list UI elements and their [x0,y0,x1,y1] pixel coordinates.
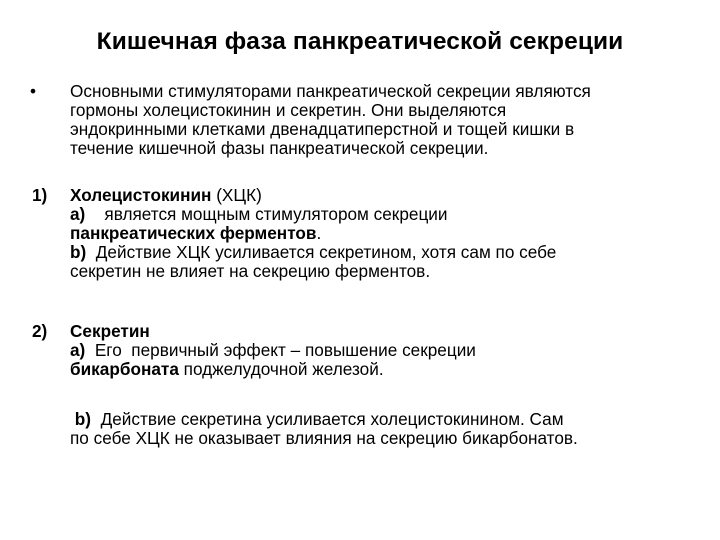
item-2-b-text: Действие секретина усиливается холецистокинином. Сам [91,409,564,429]
item-1-heading [70,186,710,205]
item-1-a-end: . [316,223,322,243]
item-2-heading [70,322,710,341]
item-2-a-end: поджелудочной железой. [178,359,384,379]
item-1-abbr: (ХЦК) [211,185,262,205]
item-1-b-text: Действие ХЦК усиливается секретином, хотя сам по себе [86,242,557,262]
item-1-b-label: b) [70,242,87,262]
item-1-a-bold: панкреатических ферментов [70,223,317,243]
item-2-name: Секретин [70,321,150,341]
item-2-b-label: b) [74,409,92,429]
item-2-number: 2) [32,321,48,341]
item-1-block [70,186,710,281]
item-2-a-label: a) [70,340,86,360]
item-1-name: Холецистокинин [70,185,212,205]
bullet-paragraph [70,82,700,158]
item-2-b-line-1 [70,410,710,429]
item-1-a-line-1 [70,205,710,224]
item-2-a-line-2 [70,360,710,379]
bullet-line-3: эндокринными клетками двенадцатиперстной и тощей кишки в [70,119,575,139]
item-2-block [70,322,710,379]
item-2-a-bold: бикарбоната [70,359,179,379]
item-1-a-label: a) [70,204,86,224]
item-1-a-text: является мощным стимулятором секреции [85,204,448,224]
item-2-b-block [70,410,710,448]
item-1-number: 1) [32,185,48,205]
item-2-a-line-1 [70,341,710,360]
bullet-line-2: гормоны холецистокинин и секретин. Они выделяются [70,100,507,120]
slide-title: Кишечная фаза панкреатической секреции [96,28,624,55]
item-2-b-line-2: по себе ХЦК не оказывает влияния на секрецию бикарбонатов. [70,428,578,448]
item-1-b-line-2: секретин не влияет на секрецию ферментов. [70,261,431,281]
item-2-a-text: Его первичный эффект – повышение секреции [85,340,476,360]
item-1-a-line-2 [70,224,710,243]
bullet-line-4: течение кишечной фазы панкреатической секреции. [70,138,489,158]
bullet-line-1: Основными стимуляторами панкреатической секреции являются [70,81,591,101]
bullet-icon: • [30,81,37,101]
item-1-b-line-1 [70,243,710,262]
